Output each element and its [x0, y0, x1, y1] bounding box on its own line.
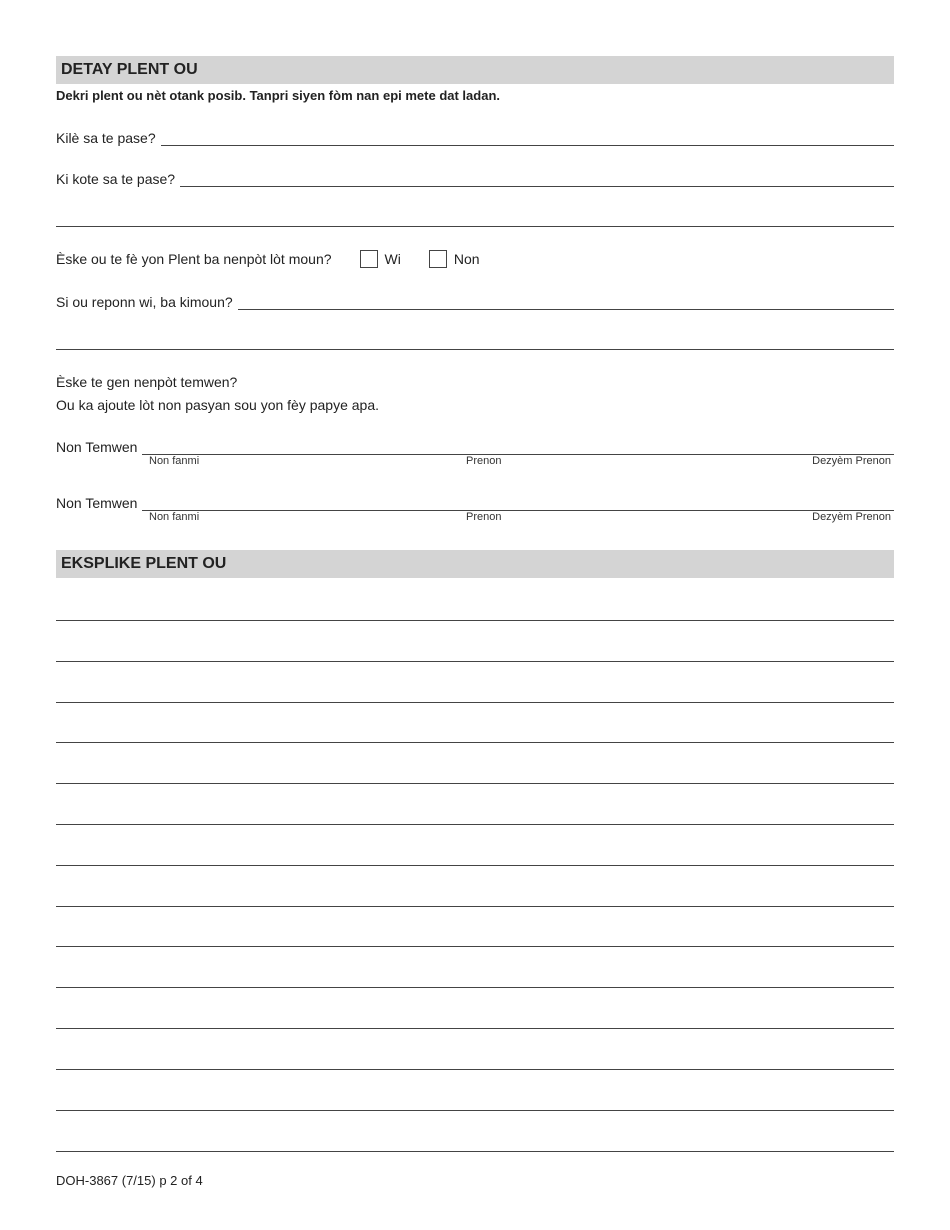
- explain-writing-line[interactable]: [56, 742, 894, 743]
- when-field: [56, 126, 894, 146]
- details-instructions: Dekri plent ou nèt otank posib. Tanpri siyen fòm nan epi mete dat ladan.: [56, 88, 500, 103]
- explain-writing-line[interactable]: [56, 906, 894, 907]
- where-field: [56, 167, 894, 187]
- when-input-line[interactable]: [161, 129, 894, 146]
- explain-writing-line[interactable]: [56, 661, 894, 662]
- explain-writing-line[interactable]: [56, 620, 894, 621]
- witness-last-name-caption: Non fanmi: [149, 511, 200, 523]
- explain-writing-line[interactable]: [56, 1110, 894, 1111]
- explain-writing-line[interactable]: [56, 987, 894, 988]
- witness-name-field: [56, 491, 894, 511]
- explain-writing-line[interactable]: [56, 824, 894, 825]
- where-input-line[interactable]: [180, 170, 894, 187]
- witness-middle-name-caption: Dezyèm Prenon: [812, 455, 891, 467]
- witness-question: Èske te gen nenpòt temwen?: [56, 374, 238, 390]
- explain-writing-line[interactable]: [56, 946, 894, 947]
- explain-section-header: EKSPLIKE PLENT OU: [56, 550, 894, 578]
- if-yes-label: Si ou reponn wi, ba kimoun?: [56, 294, 233, 310]
- explain-writing-line[interactable]: [56, 1151, 894, 1152]
- form-id-footer: DOH-3867 (7/15) p 2 of 4: [56, 1173, 203, 1188]
- filed-elsewhere-question: Èske ou te fè yon Plent ba nenpòt lòt moun?: [56, 251, 332, 267]
- no-label: Non: [453, 251, 480, 267]
- if-yes-input-line[interactable]: [238, 293, 894, 310]
- where-label: Ki kote sa te pase?: [56, 171, 176, 187]
- explain-writing-line[interactable]: [56, 702, 894, 703]
- witness-last-name-caption: Non fanmi: [149, 455, 200, 467]
- when-label: Kilè sa te pase?: [56, 130, 156, 146]
- if-yes-continuation-line[interactable]: [56, 349, 894, 350]
- witness-first-name-caption: Prenon: [466, 511, 502, 523]
- where-continuation-line[interactable]: [56, 226, 894, 227]
- explain-writing-line[interactable]: [56, 1028, 894, 1029]
- witness-name-label: Non Temwen: [56, 439, 138, 455]
- yes-label: Wi: [384, 251, 401, 267]
- witness-first-name-caption: Prenon: [466, 455, 502, 467]
- if-yes-field: [56, 290, 894, 310]
- witness-middle-name-caption: Dezyèm Prenon: [812, 511, 891, 523]
- yes-option[interactable]: [360, 250, 401, 268]
- no-checkbox[interactable]: [429, 250, 447, 268]
- explain-writing-line[interactable]: [56, 865, 894, 866]
- yes-checkbox[interactable]: [360, 250, 378, 268]
- witness-name-input-line[interactable]: [142, 438, 894, 455]
- witness-name-field: [56, 435, 894, 455]
- filed-elsewhere-row: [56, 248, 480, 270]
- witness-note: Ou ka ajoute lòt non pasyan sou yon fèy papye apa.: [56, 397, 380, 413]
- witness-name-input-line[interactable]: [142, 494, 894, 511]
- witness-name-label: Non Temwen: [56, 495, 138, 511]
- explain-writing-line[interactable]: [56, 1069, 894, 1070]
- no-option[interactable]: [429, 250, 480, 268]
- details-section-header: DETAY PLENT OU: [56, 56, 894, 84]
- explain-writing-line[interactable]: [56, 783, 894, 784]
